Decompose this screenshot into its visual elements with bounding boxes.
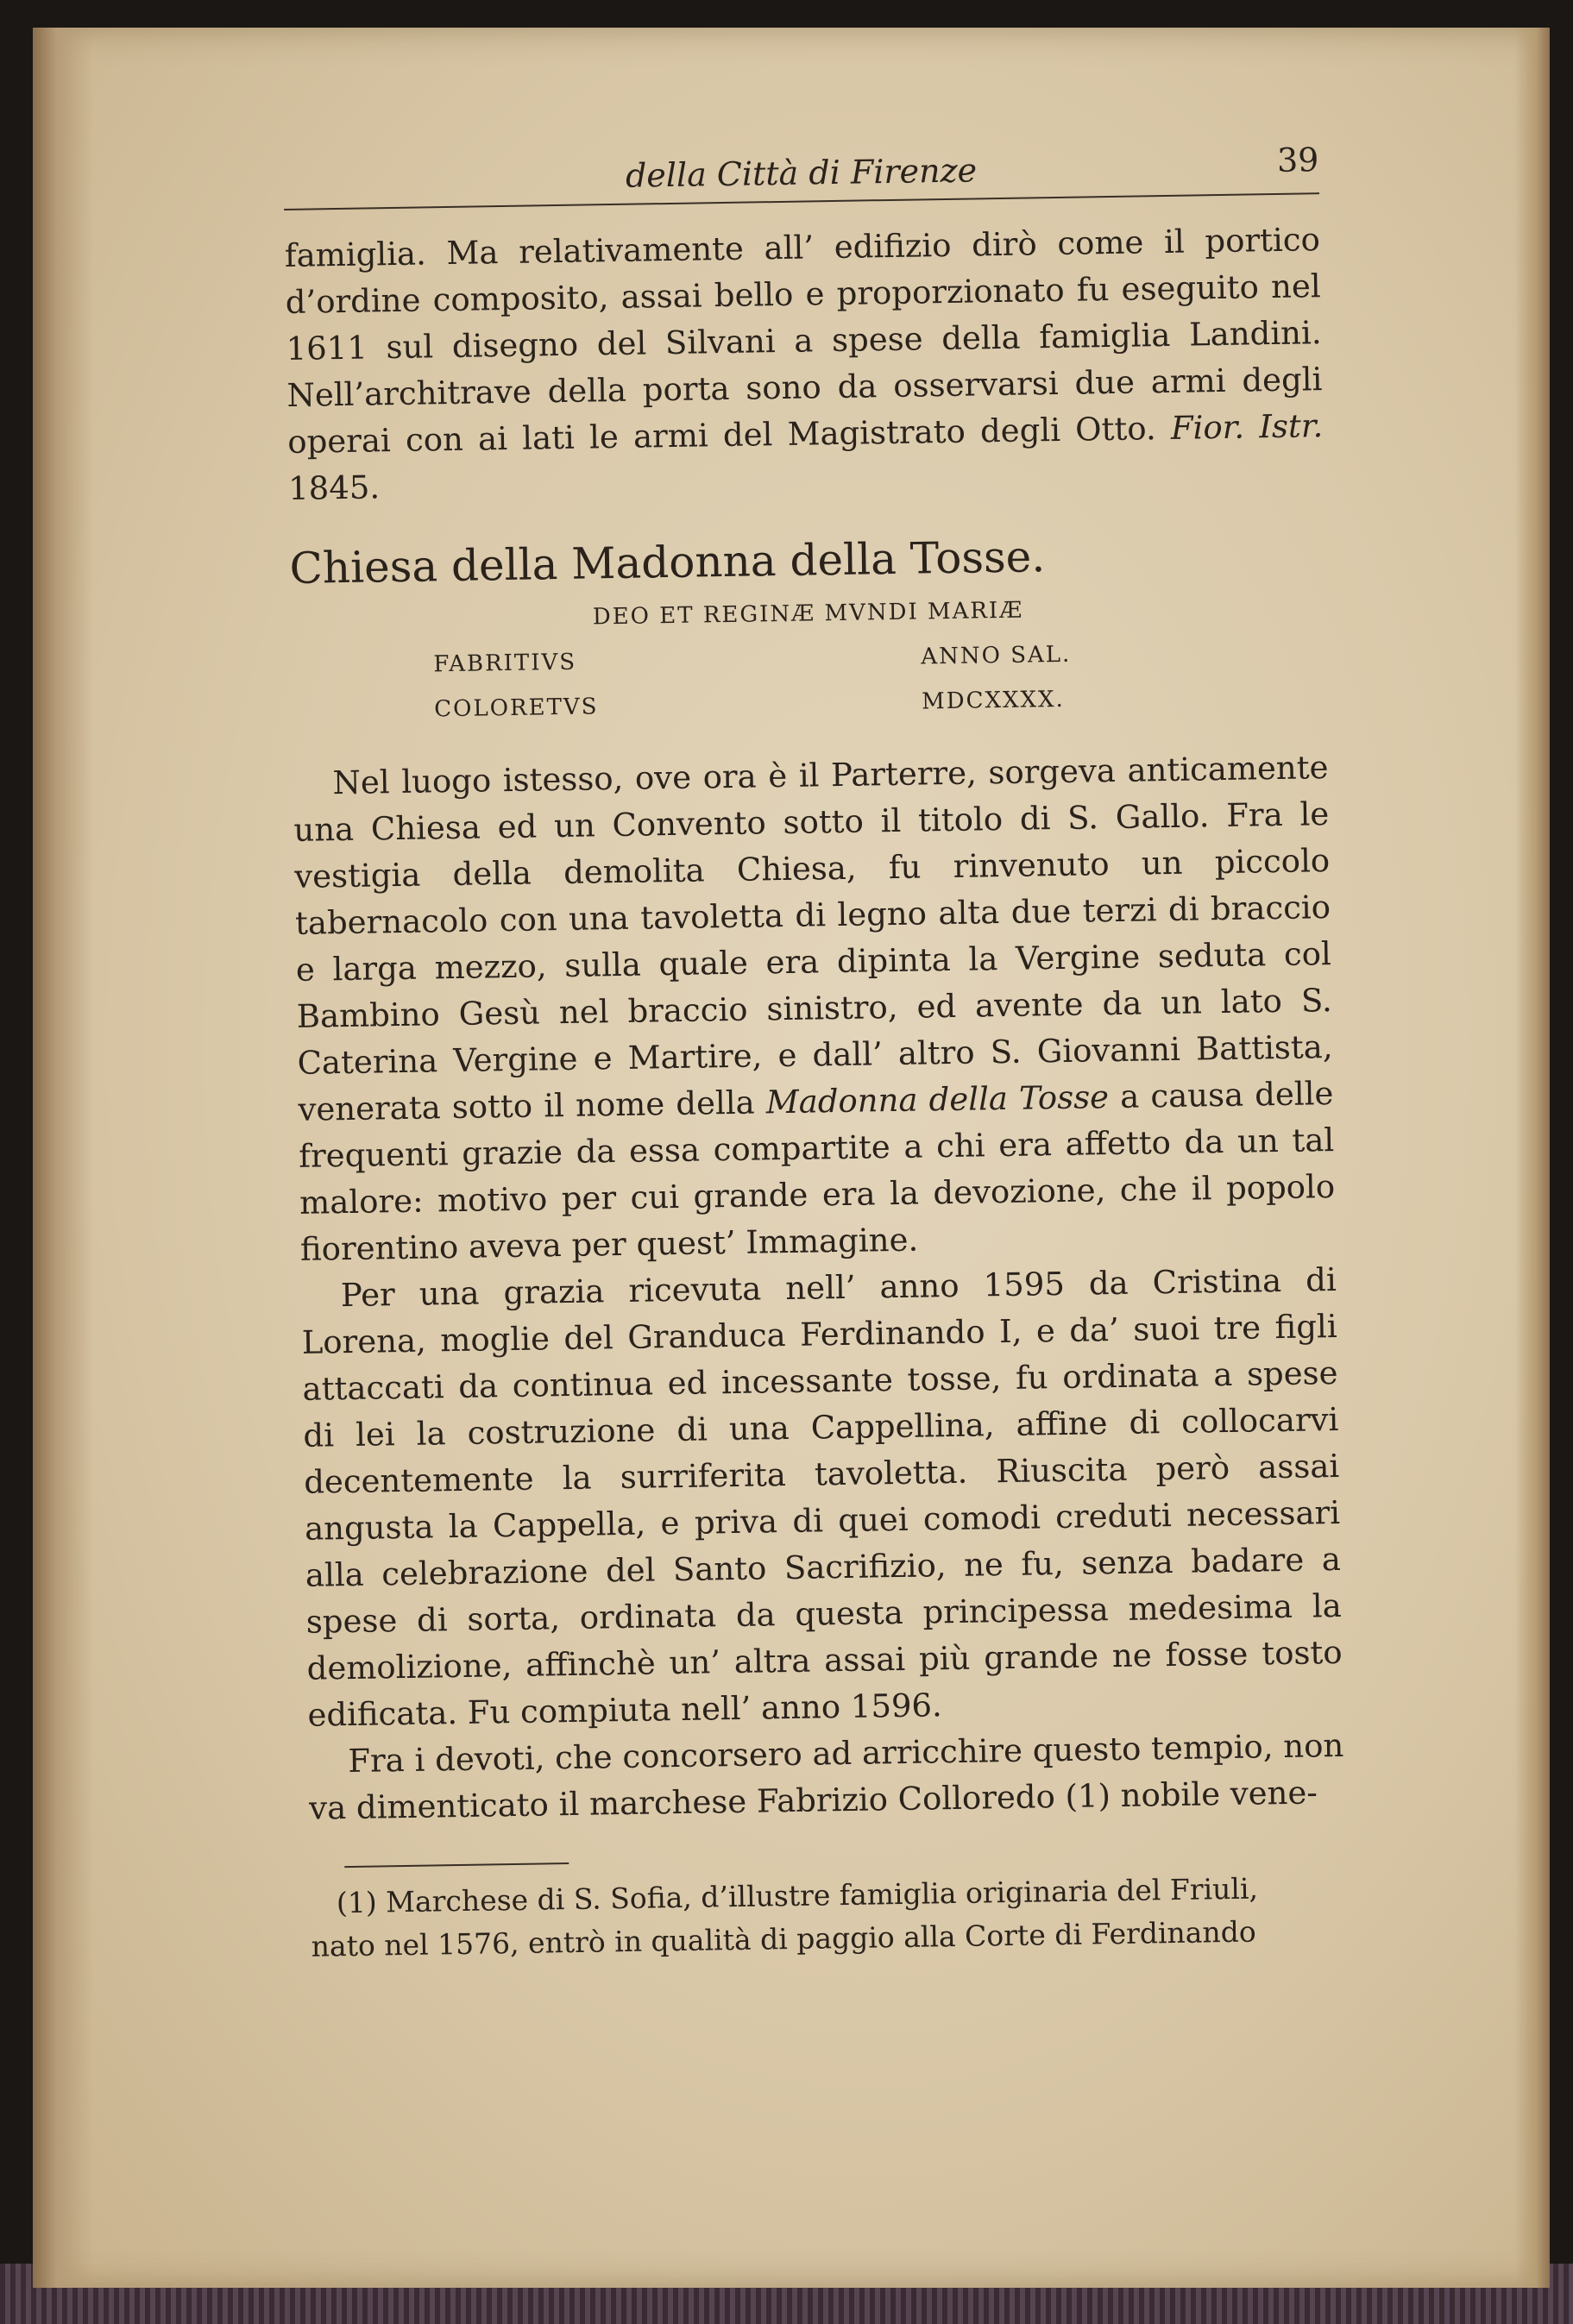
footnote-line-2: nato nel 1576, entrò in qualità di paggio alla Corte di Ferdinando bbox=[311, 1914, 1256, 1963]
body-paragraph-1 bbox=[293, 744, 1336, 1273]
intro-paragraph bbox=[285, 217, 1324, 512]
inscription-left-1: FABRITIVS bbox=[433, 649, 577, 678]
running-title: della Città di Firenze bbox=[625, 151, 978, 195]
inscription-line-1: DEO ET REGINÆ MVNDI MARIÆ bbox=[592, 597, 1024, 631]
inscription-left-2: COLORETVS bbox=[434, 694, 599, 723]
footnote bbox=[311, 1866, 1347, 1969]
page-gutter-shadow bbox=[33, 28, 93, 2288]
p1-after: a causa delle frequenti grazie da essa compartite a chi era affetto da un tal malore: motivo per cui grande era la devozione, che il popolo fiorentino aveva per quest’ Immagine. bbox=[299, 1075, 1336, 1268]
footnote-rule bbox=[344, 1862, 569, 1868]
section-heading: Chiesa della Madonna della Tosse. bbox=[289, 531, 1046, 594]
page-edge bbox=[1515, 28, 1550, 2288]
body-paragraph-3: Fra i devoti, che concorsero ad arricchire questo tempio, non va dimenticato il marchese Fabrizio Colloredo (1) nobile vene- bbox=[308, 1726, 1344, 1827]
running-head bbox=[283, 132, 1319, 209]
inscription bbox=[290, 593, 1327, 744]
page-number: 39 bbox=[1276, 141, 1319, 179]
p1-before: Nel luogo istesso, ove ora è il Parterre, sorgeva anticamente una Chiesa ed un Convento sotto il titolo di S. Gallo. Fra le vestigia della demolita Chiesa, fu rinvenuto un piccolo tabernacolo con una tavoletta di legno alta due terzi di braccio e larga mezzo, sulla quale era dipinta la Vergine seduta col Bambino Gesù nel braccio sinistro, ed avente da un lato S. Caterina Vergine e Martire, e dall’ altro S. Giovanni Battista, venerata sotto il nome della bbox=[293, 749, 1333, 1128]
book-page bbox=[33, 28, 1550, 2288]
footnote-line-1: (1) Marchese di S. Sofia, d’illustre famiglia originaria del Friuli, bbox=[336, 1871, 1259, 1920]
citation-source: Fior. Istr. bbox=[1170, 407, 1324, 447]
inscription-right-1: ANNO SAL. bbox=[921, 641, 1072, 670]
intro-text: famiglia. Ma relativamente all’ edifizio dirò come il portico d’ordine composito, assai bello e proporzionato fu eseguito nel 1611 sul disegno del Silvani a spese della famiglia Landini. Nell’architrave della porta sono da osservarsi due armi degli operai con ai lati le armi del Magistrato degli Otto. bbox=[284, 221, 1323, 461]
text-block bbox=[283, 132, 1347, 1969]
citation-year: 1845. bbox=[287, 468, 381, 507]
p1-italic-title: Madonna della Tosse bbox=[765, 1078, 1110, 1121]
body-paragraph-2: Per una grazia ricevuta nell’ anno 1595 da Cristina di Lorena, moglie del Granduca Ferdinando I, e da’ suoi tre figli attaccati da continua ed incessante tosse, fu ordinata a spese di lei la costruzione di una Cappellina, affine di collocarvi decentemente la surriferita tavoletta. Riuscita però assai angusta la Cappella, e priva di quei comodi creduti necessari alla celebrazione del Santo Sacrifizio, ne fu, senza badare a spese di sorta, ordinata da questa principessa medesima la demolizione, affinchè un’ altra assai più grande ne fosse tosto edificata. Fu compiuta nell’ anno 1596. bbox=[301, 1260, 1343, 1734]
inscription-right-2: MDCXXXX. bbox=[921, 686, 1066, 715]
